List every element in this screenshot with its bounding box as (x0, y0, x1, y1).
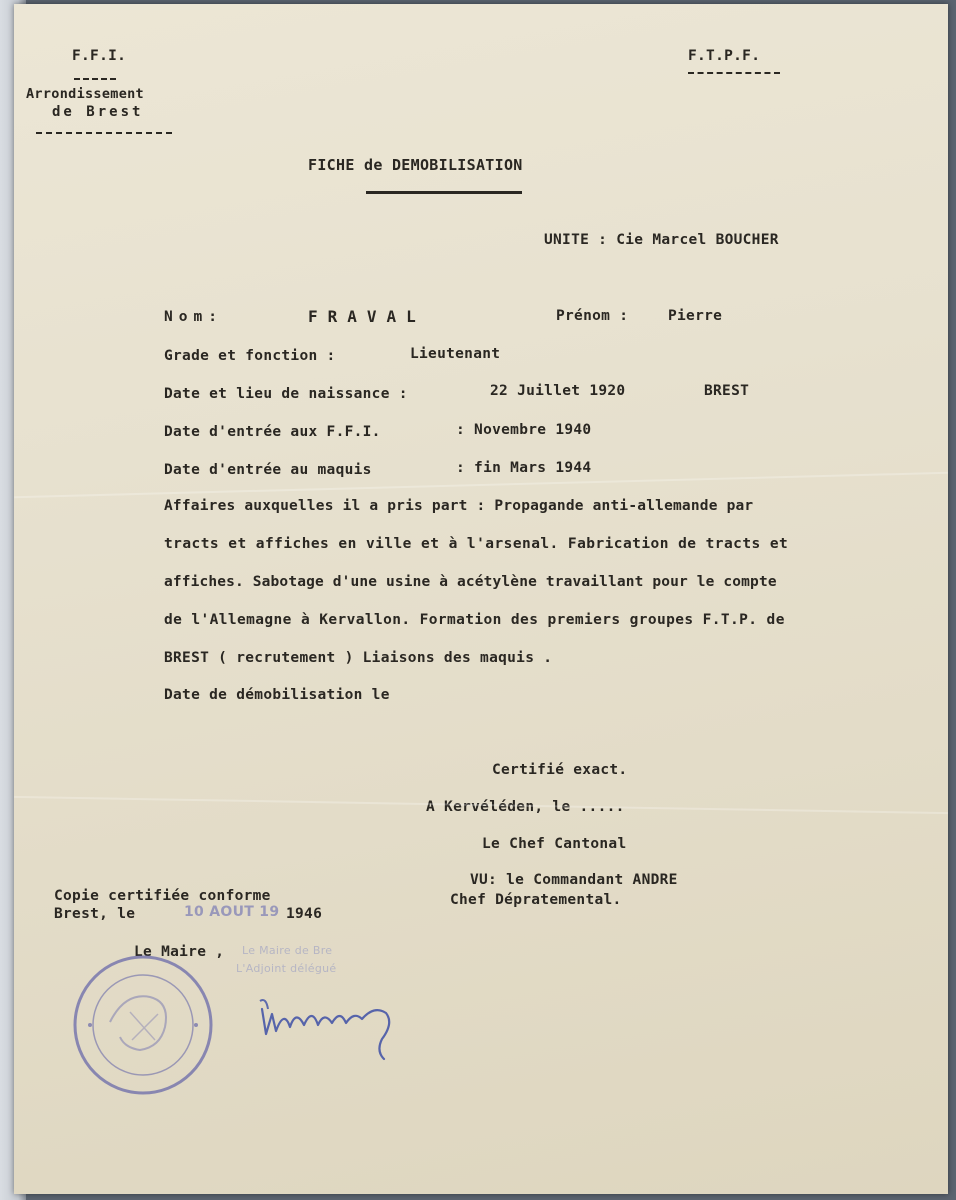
header-right-org: F.T.P.F. (688, 48, 761, 64)
date-stamp: 10 AOUT 19 (184, 904, 280, 920)
document-page (14, 4, 948, 1194)
prenom-value: Pierre (668, 308, 723, 324)
certification-place: A Kervéléden, le ..... (426, 799, 625, 815)
header-left-city-rule (36, 132, 172, 134)
naissance-date: 22 Juillet 1920 (490, 383, 626, 399)
title-underline (366, 191, 522, 194)
affaires-line-5: BREST ( recrutement ) Liaisons des maquis . (164, 650, 553, 666)
signature (254, 979, 424, 1069)
official-round-stamp (70, 952, 216, 1098)
unit-line: UNITE : Cie Marcel BOUCHER (544, 232, 779, 248)
header-right-org-rule (688, 72, 780, 74)
ffi-value: : Novembre 1940 (456, 422, 592, 438)
vu-commandant: VU: le Commandant ANDRE (470, 872, 678, 888)
maquis-value: : fin Mars 1944 (456, 460, 592, 476)
naissance-lieu: BREST (704, 383, 750, 399)
grade-value: Lieutenant (410, 346, 501, 362)
header-left-org-rule (74, 78, 116, 80)
nom-value: FRAVAL (308, 307, 426, 326)
faded-stamp-maire: Le Maire de Bre (242, 944, 333, 957)
le-maire: Le Maire , (134, 944, 225, 960)
certifie-exact: Certifié exact. (492, 762, 628, 778)
chef-cantonal: Le Chef Cantonal (482, 836, 627, 852)
copie-brest-le: Brest, le (54, 906, 136, 922)
affaires-line-3: affiches. Sabotage d'une usine à acétylène travaillant pour le compte (164, 574, 777, 590)
nom-label: Nom: (164, 309, 223, 325)
copie-certifiee: Copie certifiée conforme (54, 888, 271, 904)
affaires-line-4: de l'Allemagne à Kervallon. Formation des premiers groupes F.T.P. de (164, 612, 785, 628)
copie-year: 1946 (286, 906, 323, 922)
grade-label: Grade et fonction : (164, 348, 336, 364)
maquis-label: Date d'entrée au maquis (164, 462, 372, 478)
header-left-city: de Brest (52, 104, 144, 120)
faded-stamp-adjoint: L'Adjoint délégué (236, 962, 337, 975)
chef-departemental: Chef Dépratemental. (450, 892, 622, 908)
page-title: FICHE de DEMOBILISATION (308, 156, 523, 174)
demobilisation-line: Date de démobilisation le (164, 687, 390, 703)
header-left-org: F.F.I. (72, 48, 127, 64)
affaires-line-1: Affaires auxquelles il a pris part : Propagande anti-allemande par (164, 498, 754, 514)
ffi-label: Date d'entrée aux F.F.I. (164, 424, 381, 440)
header-left-arrondissement: Arrondissement (26, 86, 144, 102)
prenom-label: Prénom : (556, 308, 629, 324)
naissance-label: Date et lieu de naissance : (164, 386, 408, 402)
affaires-line-2: tracts et affiches en ville et à l'arsenal. Fabrication de tracts et (164, 536, 789, 552)
